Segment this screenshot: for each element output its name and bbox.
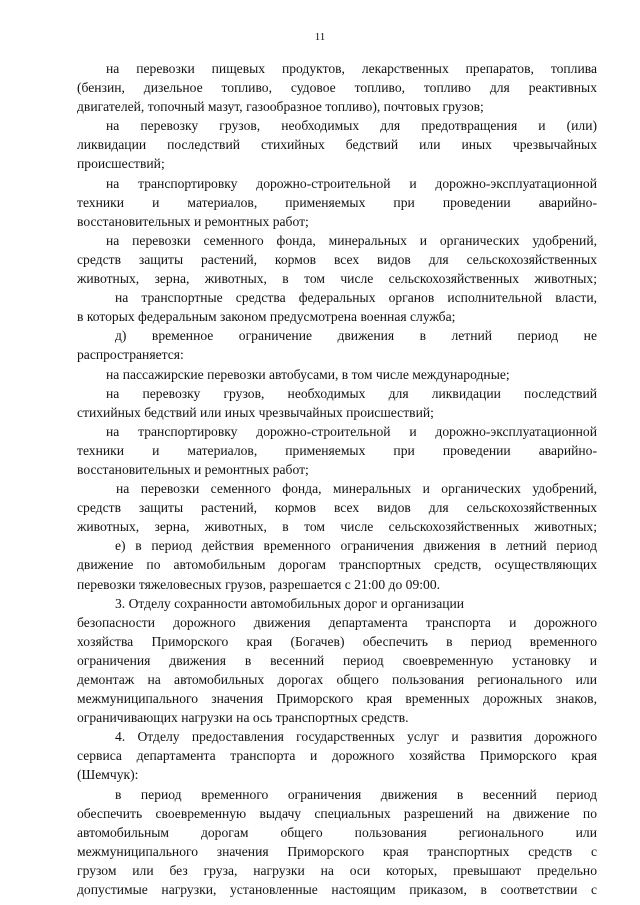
text-line: д) временное ограничение движения в летний период не (115, 328, 597, 344)
text-line: происшествий; (77, 156, 165, 172)
text-line: автомобильным дорогам общего пользования регионального или (77, 824, 597, 840)
text-line: стихийных бедствий или иных чрезвычайных происшествий; (77, 404, 434, 420)
text-line: е) в период действия временного ограничения движения в летний период (115, 538, 597, 554)
text-line: восстановительных и ремонтных работ; (77, 213, 309, 229)
text-line: допустимые нагрузки, установленные настоящим приказом, в соответствии с (77, 882, 597, 898)
text-line: распространяется: (77, 347, 184, 363)
text-line: движение по автомобильным дорогам транспортных средств, осуществляющих (77, 557, 597, 573)
text-line: безопасности дорожного движения департамента транспорта и дорожного (77, 614, 597, 630)
text-line: ограничивающих нагрузки на ось транспортных средств. (77, 710, 409, 726)
text-line: (бензин, дизельное топливо, судовое топливо, топливо для реактивных (77, 80, 597, 96)
text-line: хозяйства Приморского края (Богачев) обеспечить в период временного (77, 633, 597, 649)
text-line: 3. Отделу сохранности автомобильных дорог и организации (115, 595, 465, 611)
text-line: на перевозки пищевых продуктов, лекарственных препаратов, топлива (106, 61, 597, 76)
text-line: перевозки тяжеловесных грузов, разрешается с 21:00 до 09:00. (77, 576, 441, 592)
text-line: (Шемчук): (77, 767, 139, 783)
text-line: 4. Отделу предоставления государственных услуг и развития дорожного (115, 729, 597, 745)
text-line: межмуниципального значения Приморского края транспортных средств с (77, 843, 597, 859)
text-line: средств защиты растений, кормов всех видов для сельскохозяйственных (77, 500, 597, 516)
text-line: на транспортировку дорожно-строительной и дорожно-эксплуатационной (106, 175, 597, 191)
text-line: сервиса департамента транспорта и дорожного хозяйства Приморского края (77, 748, 597, 764)
text-line: на пассажирские перевозки автобусами, в том числе международные; (106, 366, 510, 382)
text-line: средств защиты растений, кормов всех видов для сельскохозяйственных (77, 251, 597, 267)
text-line: в период временного ограничения движения в весенний период (115, 786, 597, 802)
text-line: ликвидации последствий стихийных бедствий или иных чрезвычайных (77, 137, 597, 153)
text-line: межмуниципального значения Приморского края временных дорожных знаков, (77, 691, 597, 707)
text-line: на перевозки семенного фонда, минеральных и органических удобрений, (106, 232, 597, 248)
document-body (77, 59, 597, 899)
text-line: техники и материалов, применяемых при проведении аварийно- (77, 194, 597, 210)
text-line: ограничения движения в весенний период своевременную установку и (77, 652, 597, 668)
text-line: техники и материалов, применяемых при проведении аварийно- (77, 442, 597, 458)
text-line: в которых федеральным законом предусмотрена военная служба; (77, 309, 456, 325)
text-line: восстановительных и ремонтных работ; (77, 461, 309, 477)
text-line: на перевозку грузов, необходимых для предотвращения и (или) (106, 118, 597, 134)
text-line: на транспортные средства федеральных органов исполнительной власти, (115, 290, 597, 306)
text-line: на перевозки семенного фонда, минеральных и органических удобрений, (116, 481, 597, 497)
text-line: грузом или без груза, нагрузки на оси которых, превышают предельно (77, 862, 597, 878)
text-line: демонтаж на автомобильных дорогах общего пользования регионального или (77, 672, 597, 687)
text-line: на перевозку грузов, необходимых для ликвидации последствий (106, 385, 597, 401)
text-line: на транспортировку дорожно-строительной и дорожно-эксплуатационной (106, 423, 597, 439)
text-line: двигателей, топочный мазут, газообразное топливо), почтовых грузов; (77, 99, 484, 115)
text-line: животных, зерна, животных, в том числе сельскохозяйственных животных; (77, 271, 597, 287)
text-line: животных, зерна, животных, в том числе сельскохозяйственных животных; (77, 519, 597, 535)
text-line: обеспечить своевременную выдачу специальных разрешений на движение по (77, 805, 597, 821)
page-number: 11 (314, 31, 326, 43)
